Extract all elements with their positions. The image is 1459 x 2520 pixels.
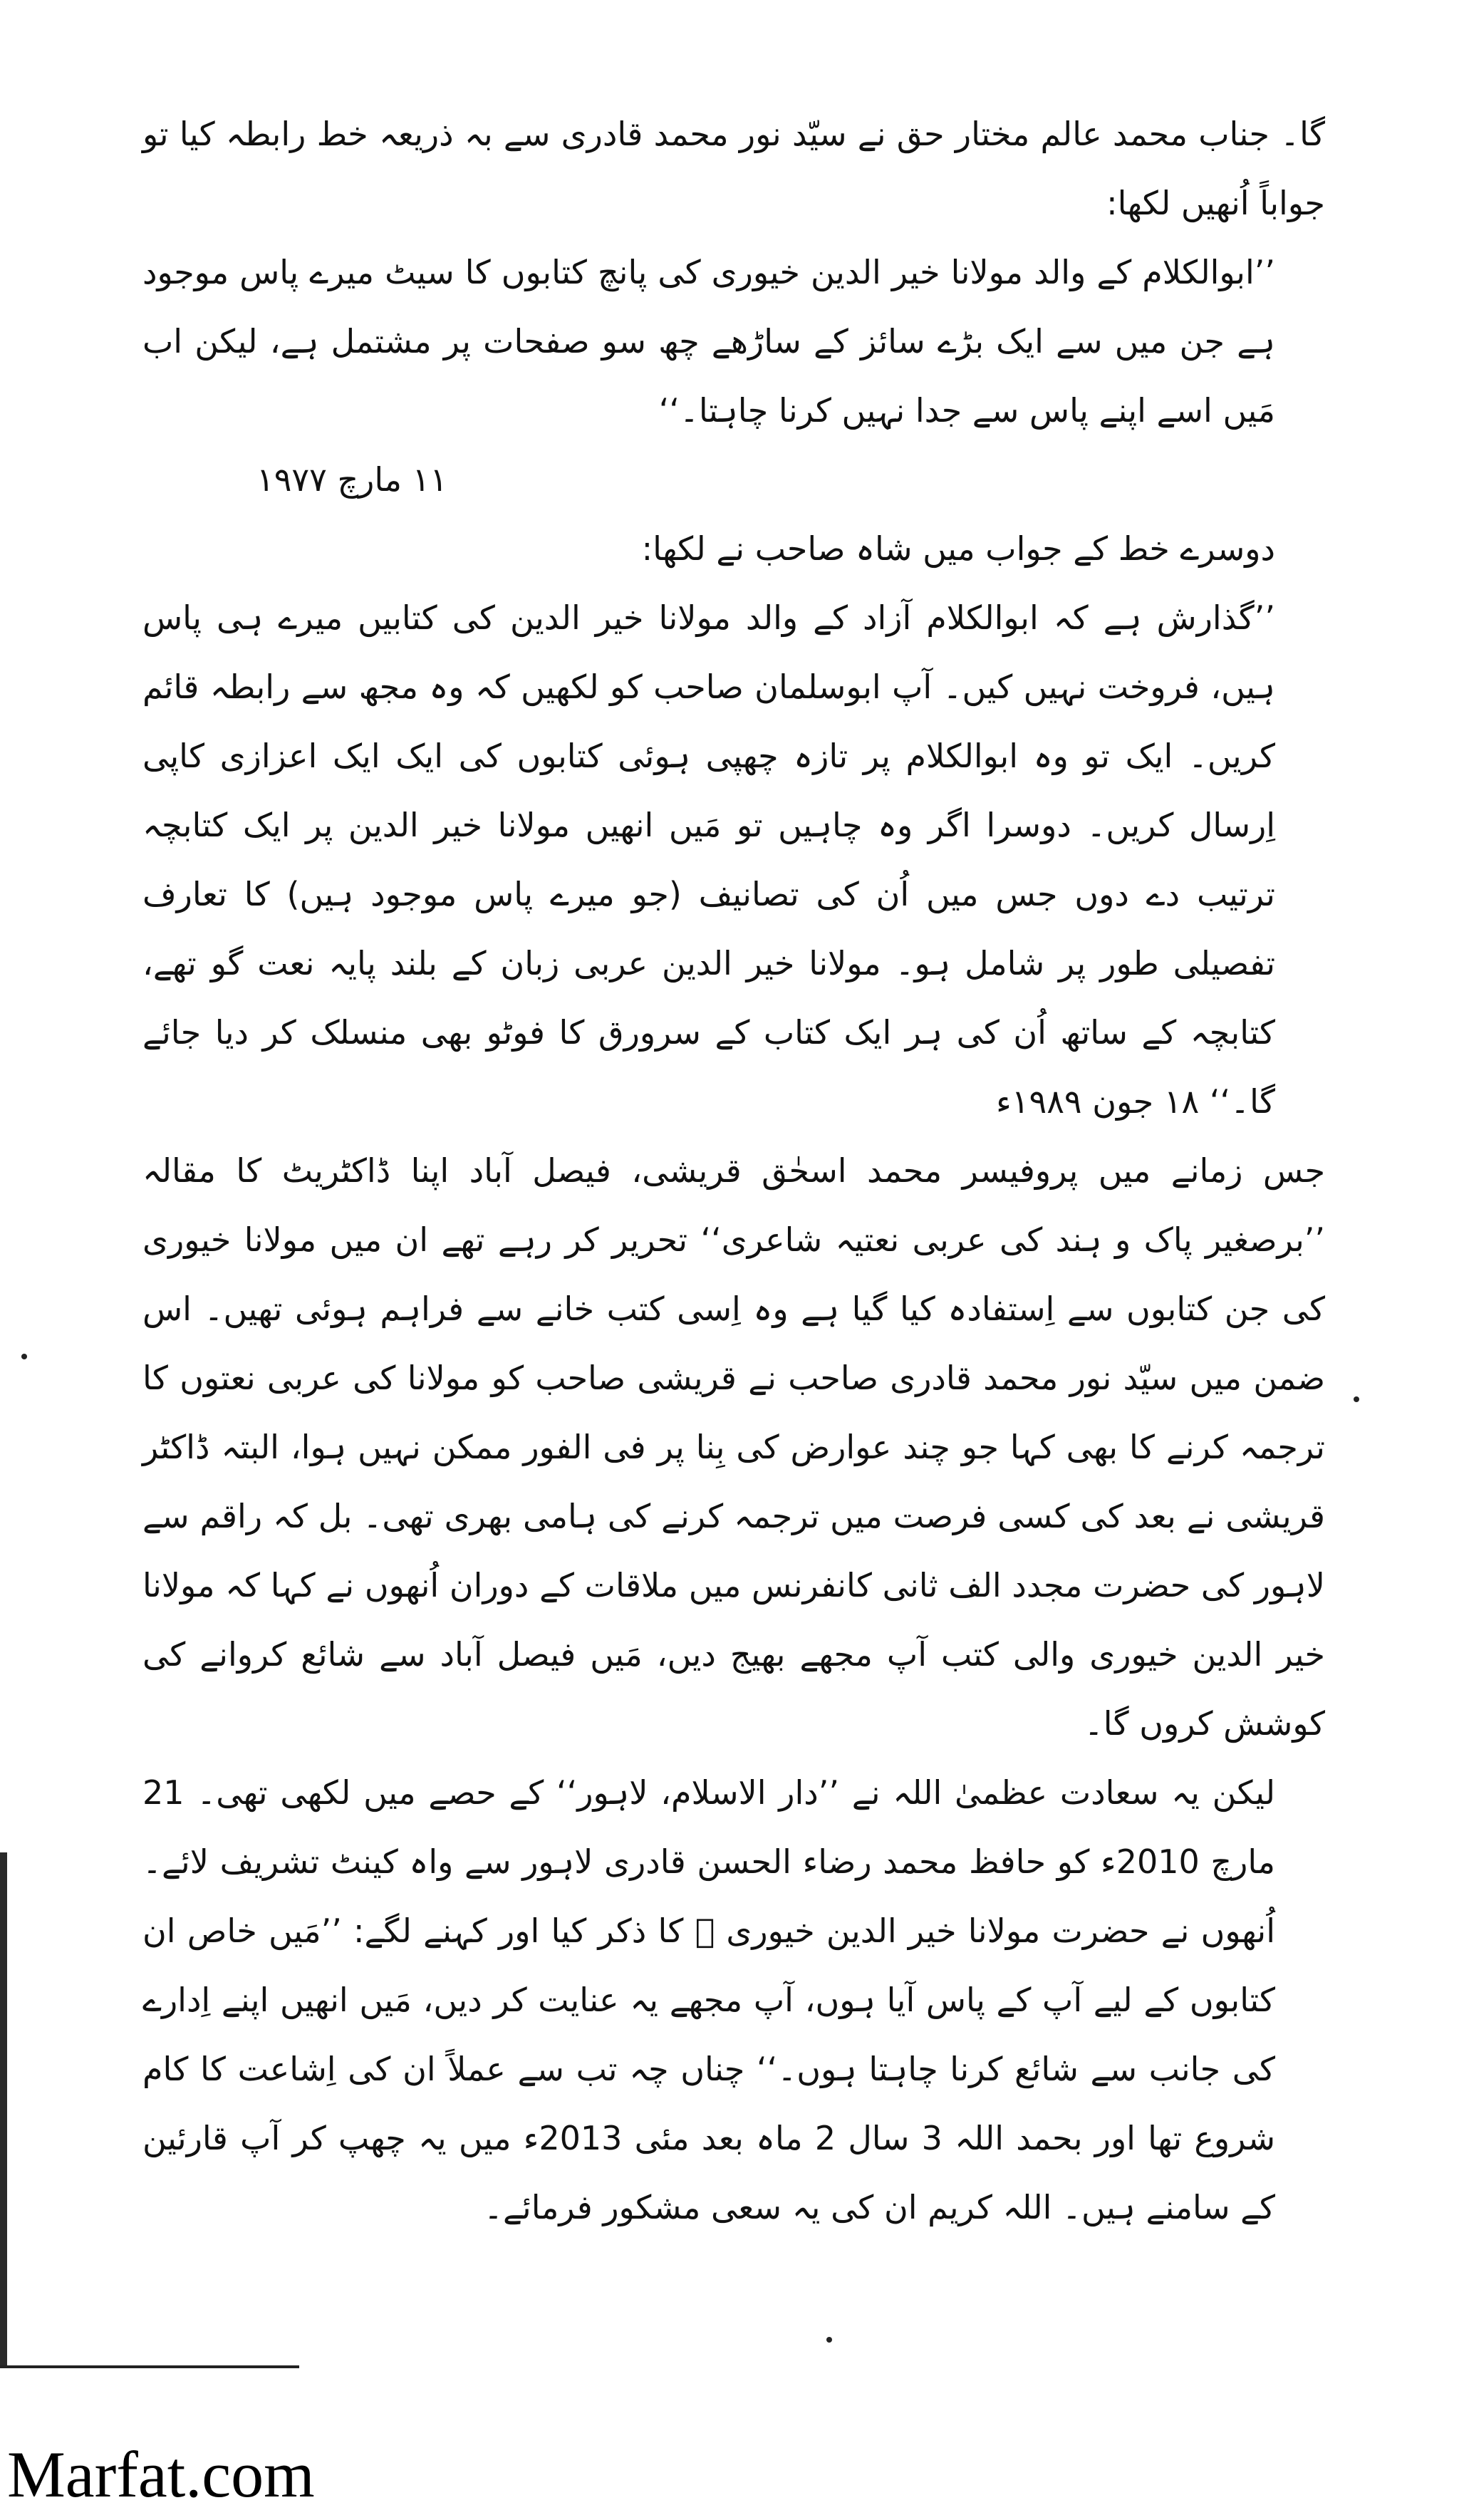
quote-second-letter: ’’گذارش ہے کہ ابوالکلام آزاد کے والد مولانا خیر الدین کی کتابیں میرے ہی پاس ہیں، فروخت نہیں کیں۔ آپ ابوسلمان صاحب کو لکھیں کہ وہ مجھ سے رابطہ قائم کریں۔ ایک تو وہ ابوالکلام پر تازہ چھپی ہوئی کتابوں کی ایک ایک اعزازی کاپی اِرسال کریں۔ دوسرا اگر وہ چاہیں تو مَیں انھیں مولانا خیر الدین پر ایک کتابچہ ترتیب دے دوں جس میں اُن کی تصانیف (جو میرے پاس موجود ہیں) کا تعارف تفصیلی طور پر شامل ہو۔ مولانا خیر الدین عربی زبان کے بلند پایہ نعت گو تھے، کتابچہ کے ساتھ اُن کی ہر ایک کتاب کے سرورق کا فوٹو بھی منسلک کر دیا جائے گا۔‘‘ ۱۸ جون ۱۹۸۹ء xyxy=(142,598,1275,1121)
urdu-text-block xyxy=(142,100,1325,2242)
date-first-letter: ۱۱ مارچ ۱۹۷۷ xyxy=(256,460,448,499)
paragraph-intro: گا۔ جناب محمد عالم مختار حق نے سیّد نور محمد قادری سے بہ ذریعہ خط رابطہ کیا تو جواباً اُنھیں لکھا: xyxy=(142,115,1325,222)
quote-first-letter: ’’ابوالکلام کے والد مولانا خیر الدین خیوری کی پانچ کتابوں کا سیٹ میرے پاس موجود ہے جن میں سے ایک بڑے سائز کے ساڑھے چھ سو صفحات پر مشتمل ہے، لیکن اب مَیں اسے اپنے پاس سے جدا نہیں کرنا چاہتا۔‘‘ xyxy=(142,253,1275,430)
watermark-text: Marfat.com xyxy=(7,2438,315,2511)
scan-margin-shadow xyxy=(0,1852,7,2365)
scan-speck xyxy=(1354,1396,1359,1402)
paragraph-qureshi: جس زمانے میں پروفیسر محمد اسحٰق قریشی، فیصل آباد اپنا ڈاکٹریٹ کا مقالہ ’’برصغیر پاک و ہند کی عربی نعتیہ شاعری‘‘ تحریر کر رہے تھے ان میں مولانا خیوری کی جن کتابوں سے اِستفادہ کیا گیا ہے وہ اِسی کتب خانے سے فراہم ہوئی تھیں۔ اس ضمن میں سیّد نور محمد قادری صاحب نے قریشی صاحب کو مولانا کی عربی نعتوں کا ترجمہ کرنے کا بھی کہا جو چند عوارض کی بِنا پر فی الفور ممکن نہیں ہوا، البتہ ڈاکٹر قریشی نے بعد کی کسی فرصت میں ترجمہ کرنے کی ہامی بھری تھی۔ بل کہ راقم سے لاہور کی حضرت مجدد الف ثانی کانفرنس میں ملاقات کے دوران اُنھوں نے کہا کہ مولانا خیر الدین خیوری والی کتب آپ مجھے بھیج دیں، مَیں فیصل آباد سے شائع کروانے کی کوشش کروں گا۔ xyxy=(142,1151,1325,1743)
paragraph-second-letter-intro: دوسرے خط کے جواب میں شاہ صاحب نے لکھا: xyxy=(641,529,1275,568)
paragraph-publication: لیکن یہ سعادت عظمیٰ اللہ نے ’’دار الاسلام، لاہور‘‘ کے حصے میں لکھی تھی۔ 21 مارچ 2010ء کو حافظ محمد رضاء الحسن قادری لاہور سے واہ کینٹ تشریف لائے۔ اُنھوں نے حضرت مولانا خیر الدین خیوری ﷫ کا ذکر کیا اور کہنے لگے: ’’مَیں خاص ان کتابوں کے لیے آپ کے پاس آیا ہوں، آپ مجھے یہ عنایت کر دیں، مَیں انھیں اپنے اِدارے کی جانب سے شائع کرنا چاہتا ہوں۔‘‘ چناں چہ تب سے عملاً ان کی اِشاعت کا کام شروع تھا اور بحمد اللہ 3 سال 2 ماہ بعد مئی 2013ء میں یہ چھپ کر آپ قارئین کے سامنے ہیں۔ اللہ کریم ان کی یہ سعی مشکور فرمائے۔ xyxy=(142,1773,1275,2226)
bottom-rule xyxy=(0,2365,299,2368)
scan-speck xyxy=(826,2337,832,2343)
scan-speck xyxy=(21,1354,27,1359)
